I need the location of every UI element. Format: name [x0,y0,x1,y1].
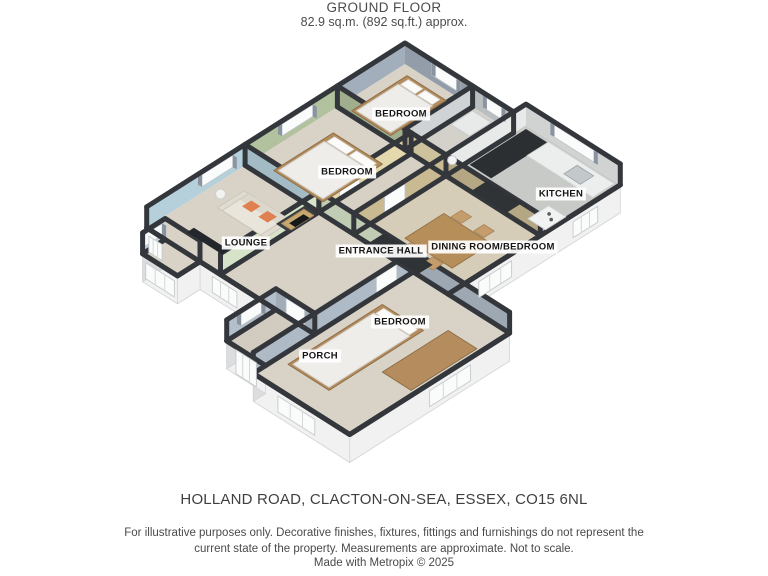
metropix-credit: Made with Metropix © 2025 [313,557,455,569]
floor-area-text: 82.9 sq.m. (892 sq.ft.) approx. [300,15,468,29]
room-label-bedroom-bottom: BEDROOM [371,316,429,329]
floor-title: GROUND FLOOR [326,0,442,15]
room-label-bedroom-top: BEDROOM [372,108,430,121]
room-label-kitchen: KITCHEN [536,188,586,201]
room-label-lounge: LOUNGE [222,237,270,250]
property-address: HOLLAND ROAD, CLACTON-ON-SEA, ESSEX, CO15 6NL [180,491,588,508]
room-label-porch: PORCH [299,350,341,363]
room-label-entrance-hall: ENTRANCE HALL [336,245,427,258]
disclaimer-inner: For illustrative purposes only. Decorative finishes, fixtures, fittings and furnishings do not represent the current state of the property. Measurements are approximate. Not to scale. [124,527,644,555]
room-label-bedroom-middle: BEDROOM [318,166,376,179]
disclaimer-text [0,526,768,557]
room-label-dining-room-bedroom: DINING ROOM/BEDROOM [428,241,557,254]
